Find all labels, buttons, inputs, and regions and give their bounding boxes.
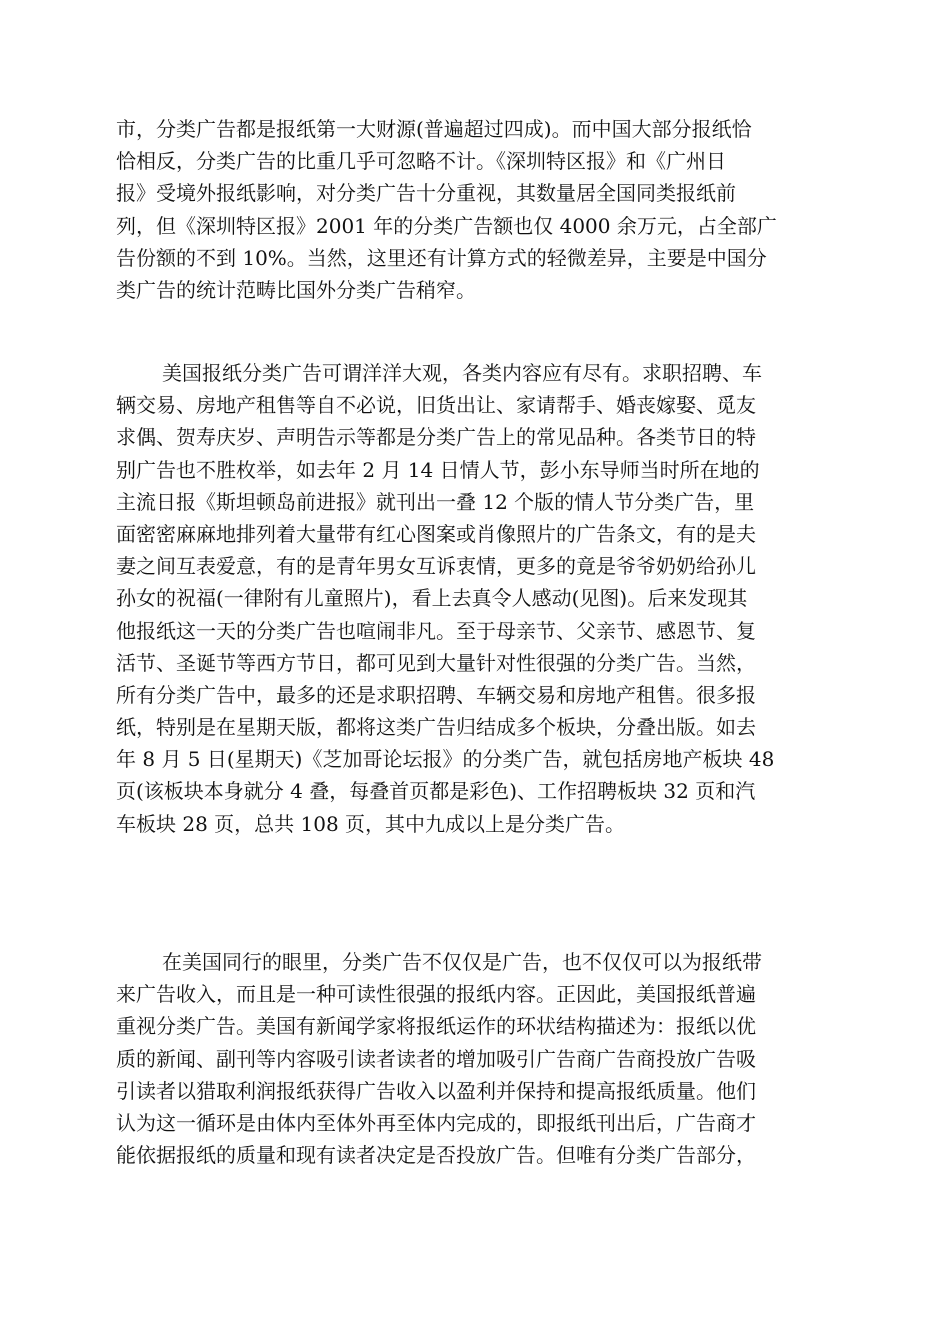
paragraph-3 (116, 946, 836, 1171)
text-line: 美国报纸分类广告可谓洋洋大观，各类内容应有尽有。求职招聘、车 (162, 361, 762, 385)
text-line: 他报纸这一天的分类广告也喧闹非凡。至于母亲节、父亲节、感恩节、复 (116, 618, 756, 643)
text-line: 求偶、贺寿庆岁、声明告示等都是分类广告上的常见品种。各类节日的特 (116, 425, 756, 450)
text-line: 纸，特别是在星期天版，都将这类广告归结成多个板块，分叠出版。如去 (116, 715, 756, 740)
text-line: 面密密麻麻地排列着大量带有红心图案或肖像照片的广告条文，有的是夫 (116, 521, 756, 546)
text-line: 报》受境外报纸影响，对分类广告十分重视，其数量居全国同类报纸前 (116, 181, 736, 206)
text-line: 来广告收入，而且是一种可读性很强的报纸内容。正因此，美国报纸普遍 (116, 982, 756, 1007)
text-line: 类广告的统计范畴比国外分类广告稍窄。 (116, 277, 476, 302)
paragraph-2 (116, 357, 836, 840)
text-line: 年 8 月 5 日(星期天)《芝加哥论坛报》的分类广告，就包括房地产板块 48 (116, 747, 775, 772)
text-line: 主流日报《斯坦顿岛前进报》就刊出一叠 12 个版的情人节分类广告，里 (116, 489, 755, 514)
text-line: 在美国同行的眼里，分类广告不仅仅是广告，也不仅仅可以为报纸带 (162, 950, 762, 974)
text-line: 市，分类广告都是报纸第一大财源(普遍超过四成)。而中国大部分报纸恰 (116, 117, 752, 141)
text-line: 引读者以猎取利润报纸获得广告收入以盈利并保持和提高报纸质量。他们 (116, 1078, 756, 1103)
text-line: 活节、圣诞节等西方节日，都可见到大量针对性很强的分类广告。当然， (116, 650, 756, 675)
text-line: 辆交易、房地产租售等自不必说，旧货出让、家请帮手、婚丧嫁娶、觅友 (116, 393, 756, 418)
text-line: 重视分类广告。美国有新闻学家将报纸运作的环状结构描述为：报纸以优 (116, 1014, 756, 1039)
text-line: 告份额的不到 10%。当然，这里还有计算方式的轻微差异，主要是中国分 (116, 245, 767, 270)
text-line: 车板块 28 页，总共 108 页，其中九成以上是分类广告。 (116, 811, 626, 836)
text-line: 所有分类广告中，最多的还是求职招聘、车辆交易和房地产租售。很多报 (116, 682, 756, 707)
text-line: 质的新闻、副刊等内容吸引读者读者的增加吸引广告商广告商投放广告吸 (116, 1046, 756, 1071)
text-line: 列，但《深圳特区报》2001 年的分类广告额也仅 4000 余万元，占全部广 (116, 213, 777, 238)
text-line: 妻之间互表爱意，有的是青年男女互诉衷情，更多的竟是爷爷奶奶给孙儿 (116, 554, 756, 579)
text-line: 孙女的祝福(一律附有儿童照片)，看上去真令人感动(见图)。后来发现其 (116, 586, 748, 611)
text-line: 认为这一循环是由体内至体外再至体内完成的，即报纸刊出后，广告商才 (116, 1110, 756, 1135)
text-line: 恰相反，分类广告的比重几乎可忽略不计。《深圳特区报》和《广州日 (116, 149, 726, 174)
paragraph-1 (116, 113, 836, 306)
text-line: 别广告也不胜枚举，如去年 2 月 14 日情人节，彭小东导师当时所在地的 (116, 457, 760, 482)
text-line: 能依据报纸的质量和现有读者决定是否投放广告。但唯有分类广告部分， (116, 1143, 756, 1168)
text-line: 页(该板块本身就分 4 叠，每叠首页都是彩色)、工作招聘板块 32 页和汽 (116, 779, 756, 804)
